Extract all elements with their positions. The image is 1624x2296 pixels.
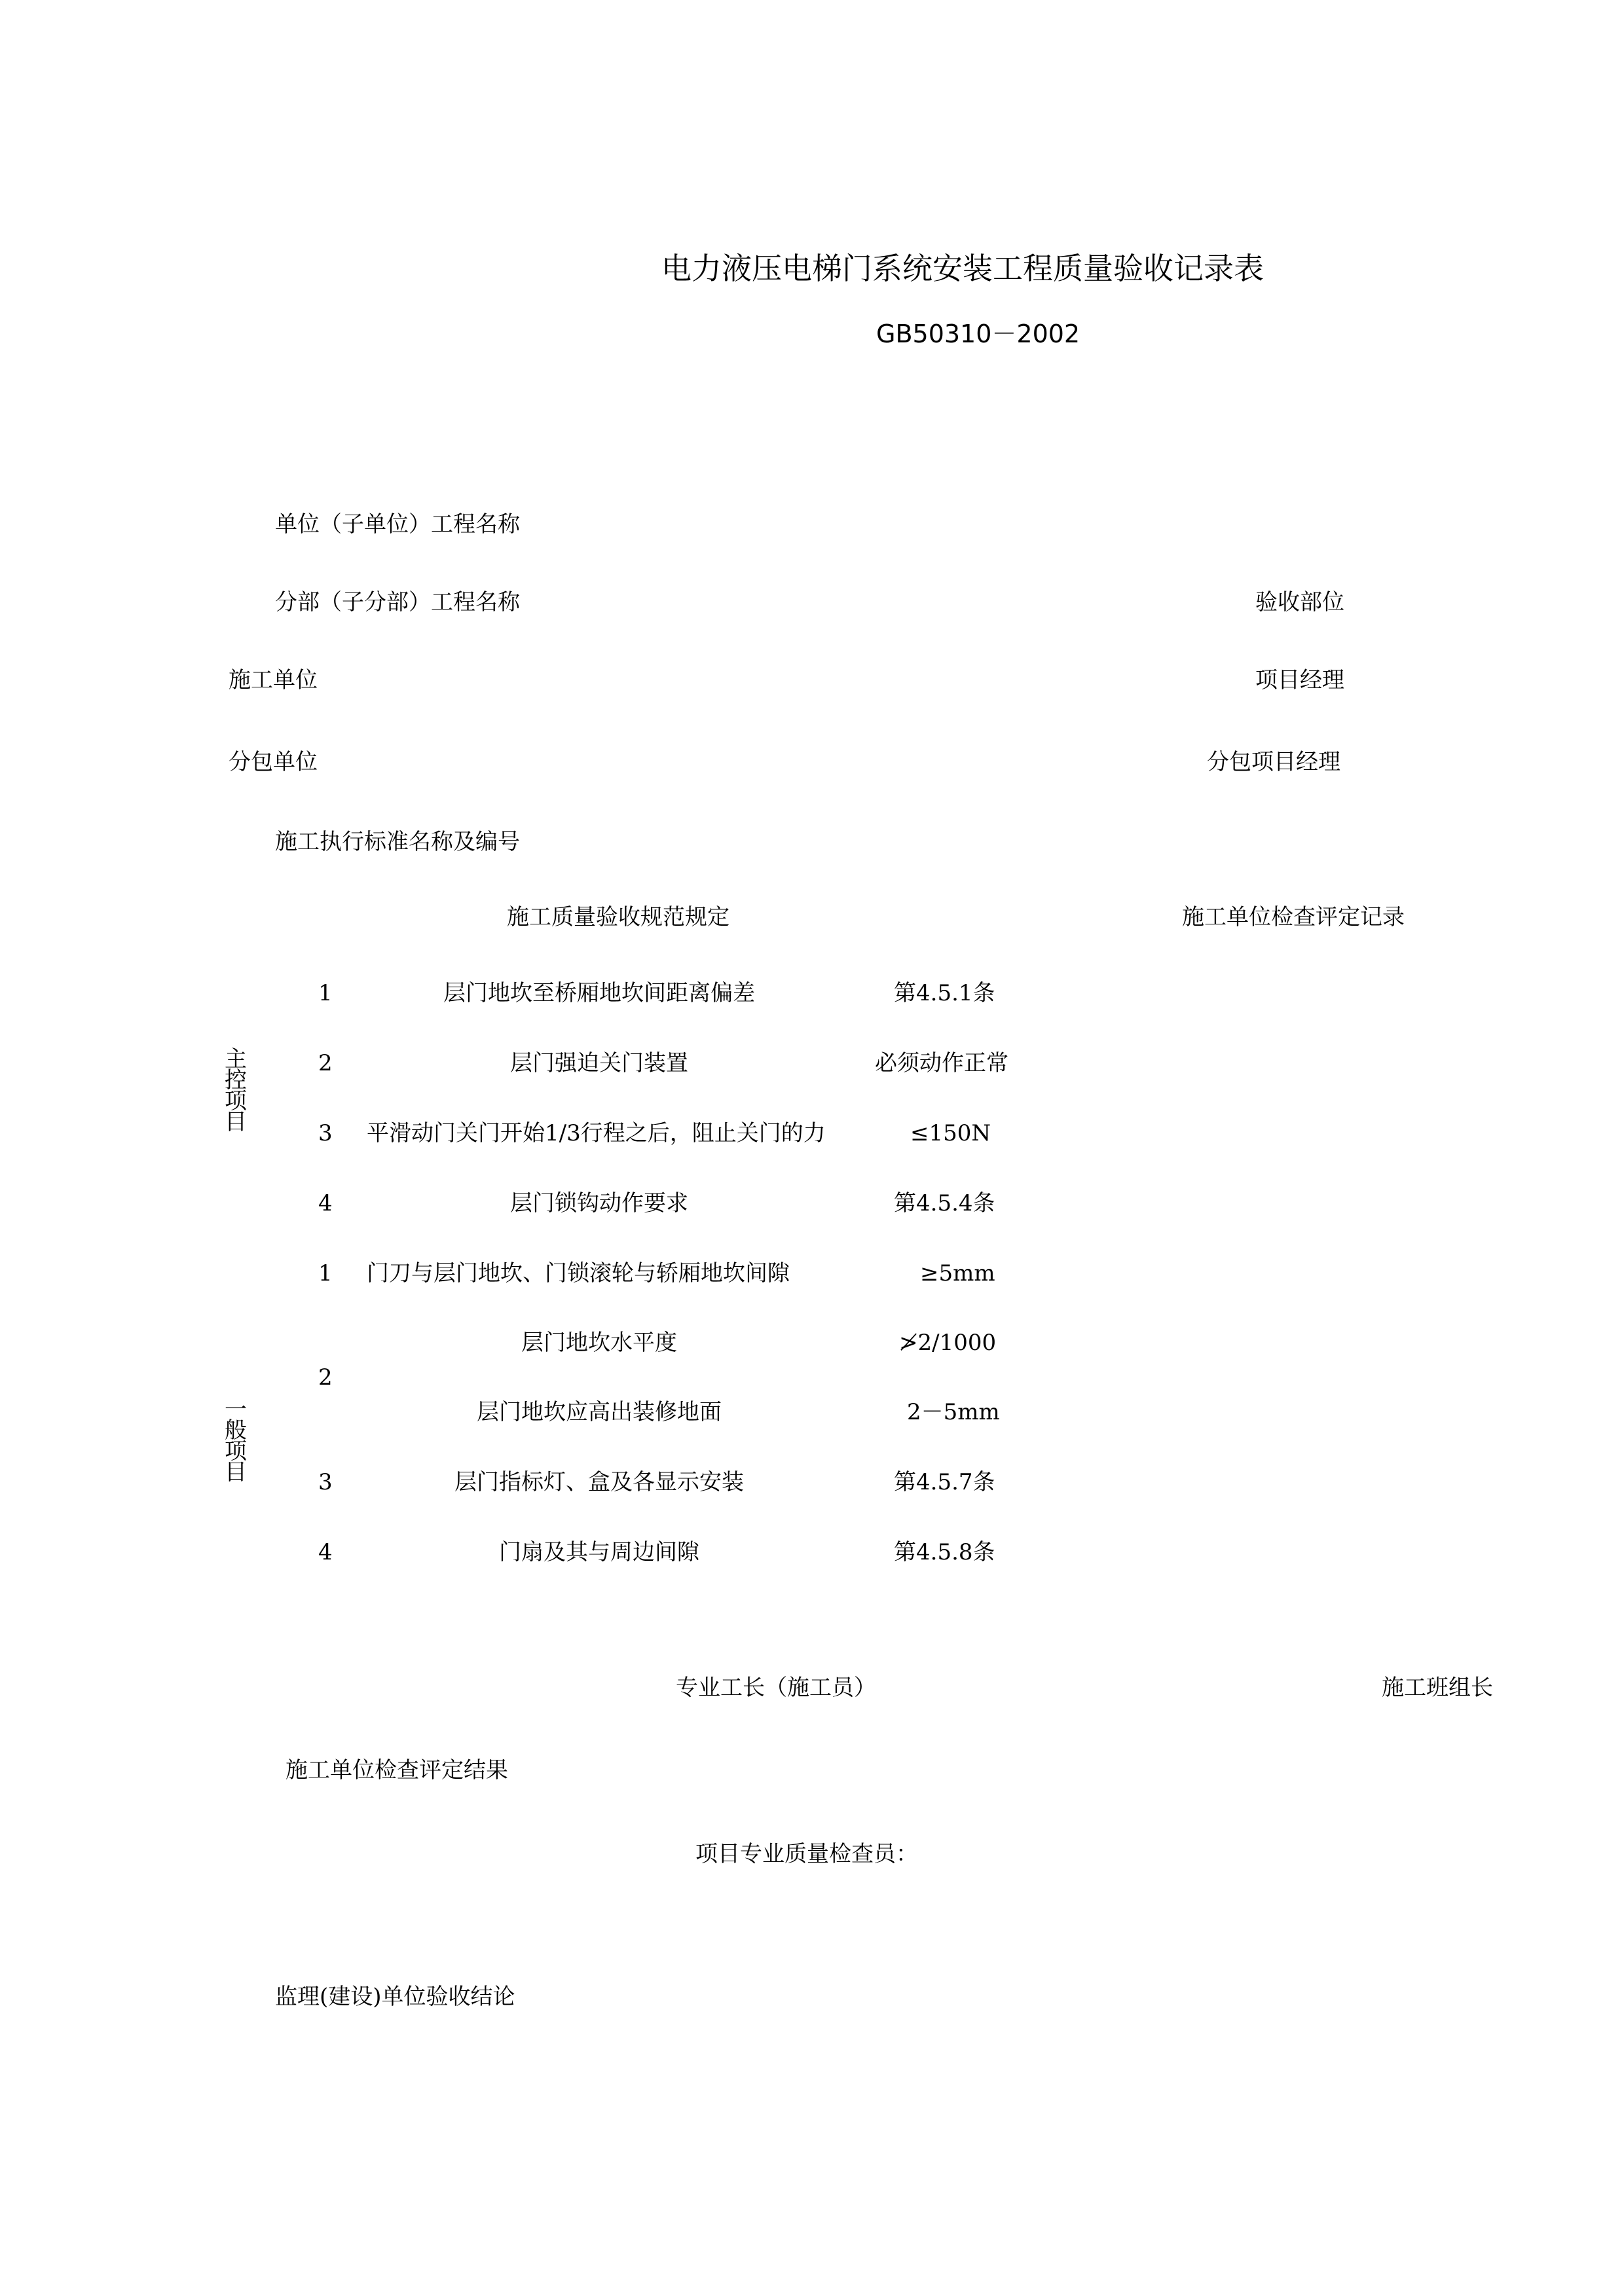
- general-label: [223, 1396, 249, 1485]
- general-label-char: 般: [225, 1417, 247, 1444]
- general-item-requirement: ≥5mm: [920, 1260, 995, 1286]
- main-item-requirement: 第4.5.1条: [894, 980, 995, 1006]
- project-manager-label: 项目经理: [1255, 667, 1344, 693]
- general-item-name: 层门地坎水平度: [521, 1330, 677, 1356]
- standard-name-label: 施工执行标准名称及编号: [275, 829, 520, 855]
- sub-project-label: 分部（子分部）工程名称: [275, 589, 520, 615]
- main-item-requirement: 第4.5.4条: [894, 1190, 995, 1216]
- spec-column-header: 施工质量验收规范规定: [507, 904, 729, 930]
- general-item-number: 3: [318, 1469, 333, 1495]
- main-item-name: 层门地坎至桥厢地坎间距离偏差: [443, 980, 755, 1006]
- unit-project-label: 单位（子单位）工程名称: [275, 511, 520, 538]
- page-title: 电力液压电梯门系统安装工程质量验收记录表: [661, 251, 1264, 286]
- supervision-conclusion-label: 监理(建设)单位验收结论: [275, 1984, 515, 2010]
- general-item-name: 门刀与层门地坎、门锁滚轮与轿厢地坎间隙: [367, 1260, 790, 1286]
- main-item-number: 4: [318, 1190, 333, 1216]
- main-item-name: 层门锁钩动作要求: [510, 1190, 688, 1216]
- main-item-name: 平滑动门关门开始1/3行程之后，阻止关门的力: [367, 1120, 826, 1146]
- general-item-requirement: 第4.5.8条: [894, 1539, 995, 1565]
- main-item-number: 1: [318, 980, 333, 1006]
- main-item-name: 层门强迫关门装置: [510, 1050, 688, 1076]
- record-column-header: 施工单位检查评定记录: [1182, 904, 1405, 930]
- main-control-label-char: 主: [225, 1046, 247, 1072]
- check-result-label: 施工单位检查评定结果: [286, 1757, 508, 1783]
- general-item-name: 门扇及其与周边间隙: [499, 1539, 699, 1565]
- general-label-char: 项: [225, 1438, 247, 1465]
- general-item-number: 4: [318, 1539, 333, 1565]
- standard-code: GB50310－2002: [876, 319, 1080, 348]
- main-control-label-char: 项: [225, 1088, 247, 1114]
- general-item-number: 1: [318, 1260, 333, 1286]
- main-control-label-char: 控: [225, 1067, 247, 1093]
- acceptance-part-label: 验收部位: [1255, 589, 1344, 615]
- general-label-char: 一: [225, 1396, 247, 1423]
- general-item-name: 层门指标灯、盒及各显示安装: [454, 1469, 744, 1495]
- subcontract-unit-label: 分包单位: [229, 749, 318, 775]
- main-control-label-char: 目: [225, 1109, 247, 1135]
- general-item-number: 2: [318, 1364, 333, 1391]
- main-item-requirement: ≤150N: [910, 1120, 991, 1146]
- subcontract-manager-label: 分包项目经理: [1207, 749, 1340, 775]
- main-item-number: 2: [318, 1050, 333, 1076]
- foreman-label: 专业工长（施工员）: [676, 1675, 876, 1701]
- general-item-name: 层门地坎应高出装修地面: [477, 1399, 722, 1425]
- general-item-requirement: 2－5mm: [907, 1399, 1000, 1425]
- main-item-number: 3: [318, 1120, 333, 1146]
- general-item-requirement: ≯2/1000: [899, 1330, 997, 1356]
- main-item-requirement: 必须动作正常: [875, 1050, 1008, 1076]
- general-label-char: 目: [225, 1459, 247, 1485]
- quality-inspector-label: 项目专业质量检查员：: [695, 1841, 918, 1867]
- general-item-requirement: 第4.5.7条: [894, 1469, 995, 1495]
- construction-unit-label: 施工单位: [229, 667, 318, 693]
- main-control-label: [223, 1046, 249, 1135]
- team-leader-label: 施工班组长: [1382, 1675, 1493, 1701]
